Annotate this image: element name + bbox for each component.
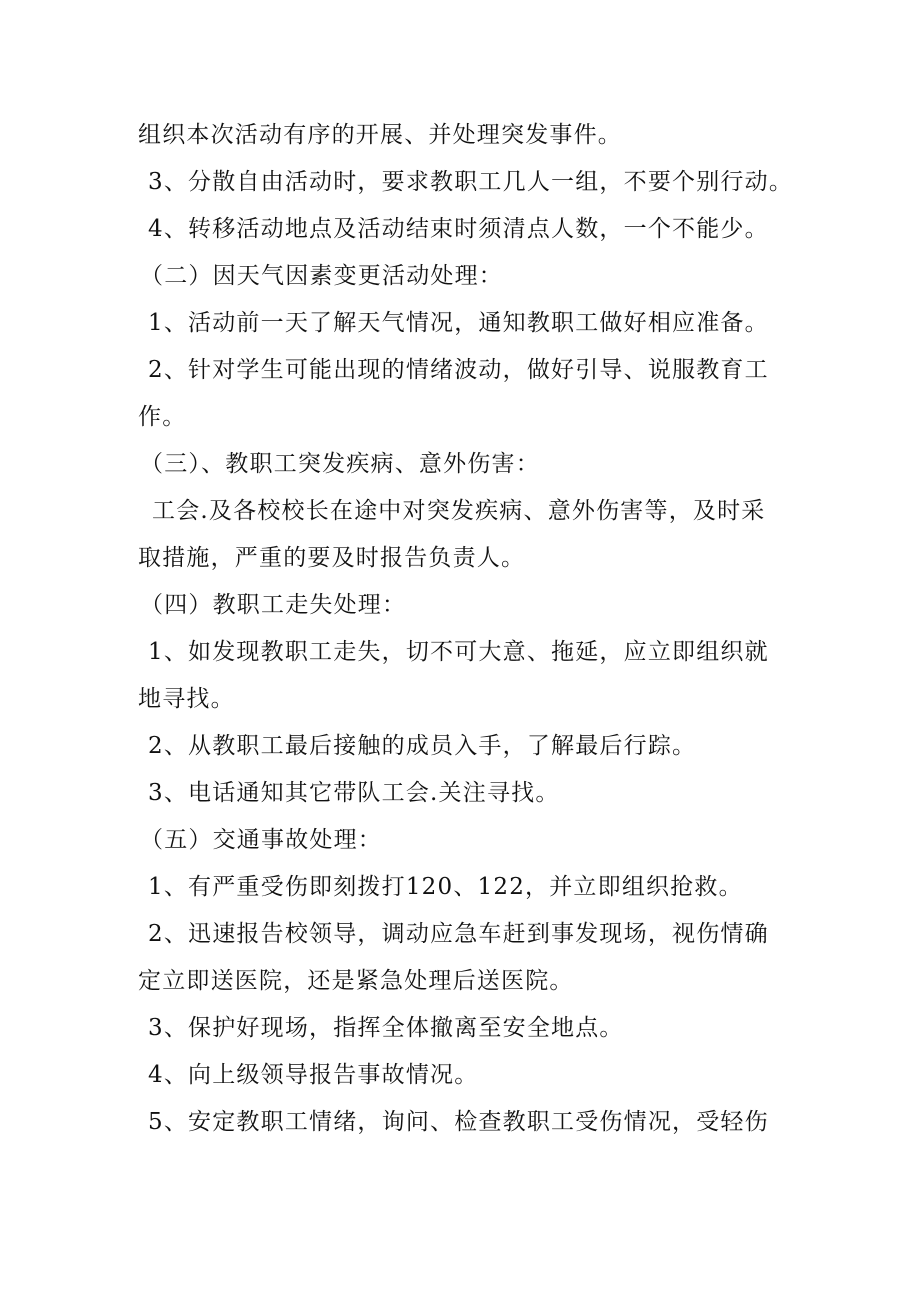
section-heading: （四）教职工走失处理：	[140, 592, 407, 618]
paragraph-line: 1、如发现教职工走失，切不可大意、拖延，应立即组织就	[148, 639, 769, 665]
document-body	[138, 112, 808, 1146]
section-heading: （三）、教职工突发疾病、意外伤害：	[140, 451, 540, 477]
paragraph-line: 2、迅速报告校领导，调动应急车赶到事发现场，视伤情确	[148, 921, 769, 947]
paragraph-line: 3、保护好现场，指挥全体撤离至安全地点。	[148, 1015, 624, 1041]
paragraph-line: 2、从教职工最后接触的成员入手，了解最后行踪。	[148, 733, 697, 759]
paragraph-line: 4、转移活动地点及活动结束时须清点人数，一个不能少。	[148, 216, 769, 242]
section-heading: （五）交通事故处理：	[140, 827, 382, 853]
paragraph-line: 5、安定教职工情绪，询问、检查教职工受伤情况，受轻伤	[148, 1109, 769, 1135]
paragraph-line: 作。	[138, 404, 187, 430]
paragraph-line: 定立即送医院，还是紧急处理后送医院。	[138, 968, 574, 994]
paragraph-line: 4、向上级领导报告事故情况。	[148, 1062, 479, 1088]
paragraph-line: 组织本次活动有序的开展、并处理突发事件。	[138, 122, 622, 148]
section-heading: （二）因天气因素变更活动处理：	[140, 263, 503, 289]
paragraph-line: 1、活动前一天了解天气情况，通知教职工做好相应准备。	[148, 310, 769, 336]
paragraph-line: 2、针对学生可能出现的情绪波动，做好引导、说服教育工	[148, 357, 769, 383]
paragraph-line: 3、分散自由活动时，要求教职工几人一组，不要个别行动。	[148, 169, 794, 195]
paragraph-line: 工会.及各校校长在途中对突发疾病、意外伤害等，及时采	[152, 498, 766, 524]
paragraph-line: 地寻找。	[138, 686, 235, 712]
paragraph-line: 取措施，严重的要及时报告负责人。	[138, 545, 526, 571]
paragraph-line: 1、有严重受伤即刻拨打120、122，并立即组织抢救。	[148, 874, 743, 900]
paragraph-line: 3、电话通知其它带队工会.关注寻找。	[148, 780, 560, 806]
